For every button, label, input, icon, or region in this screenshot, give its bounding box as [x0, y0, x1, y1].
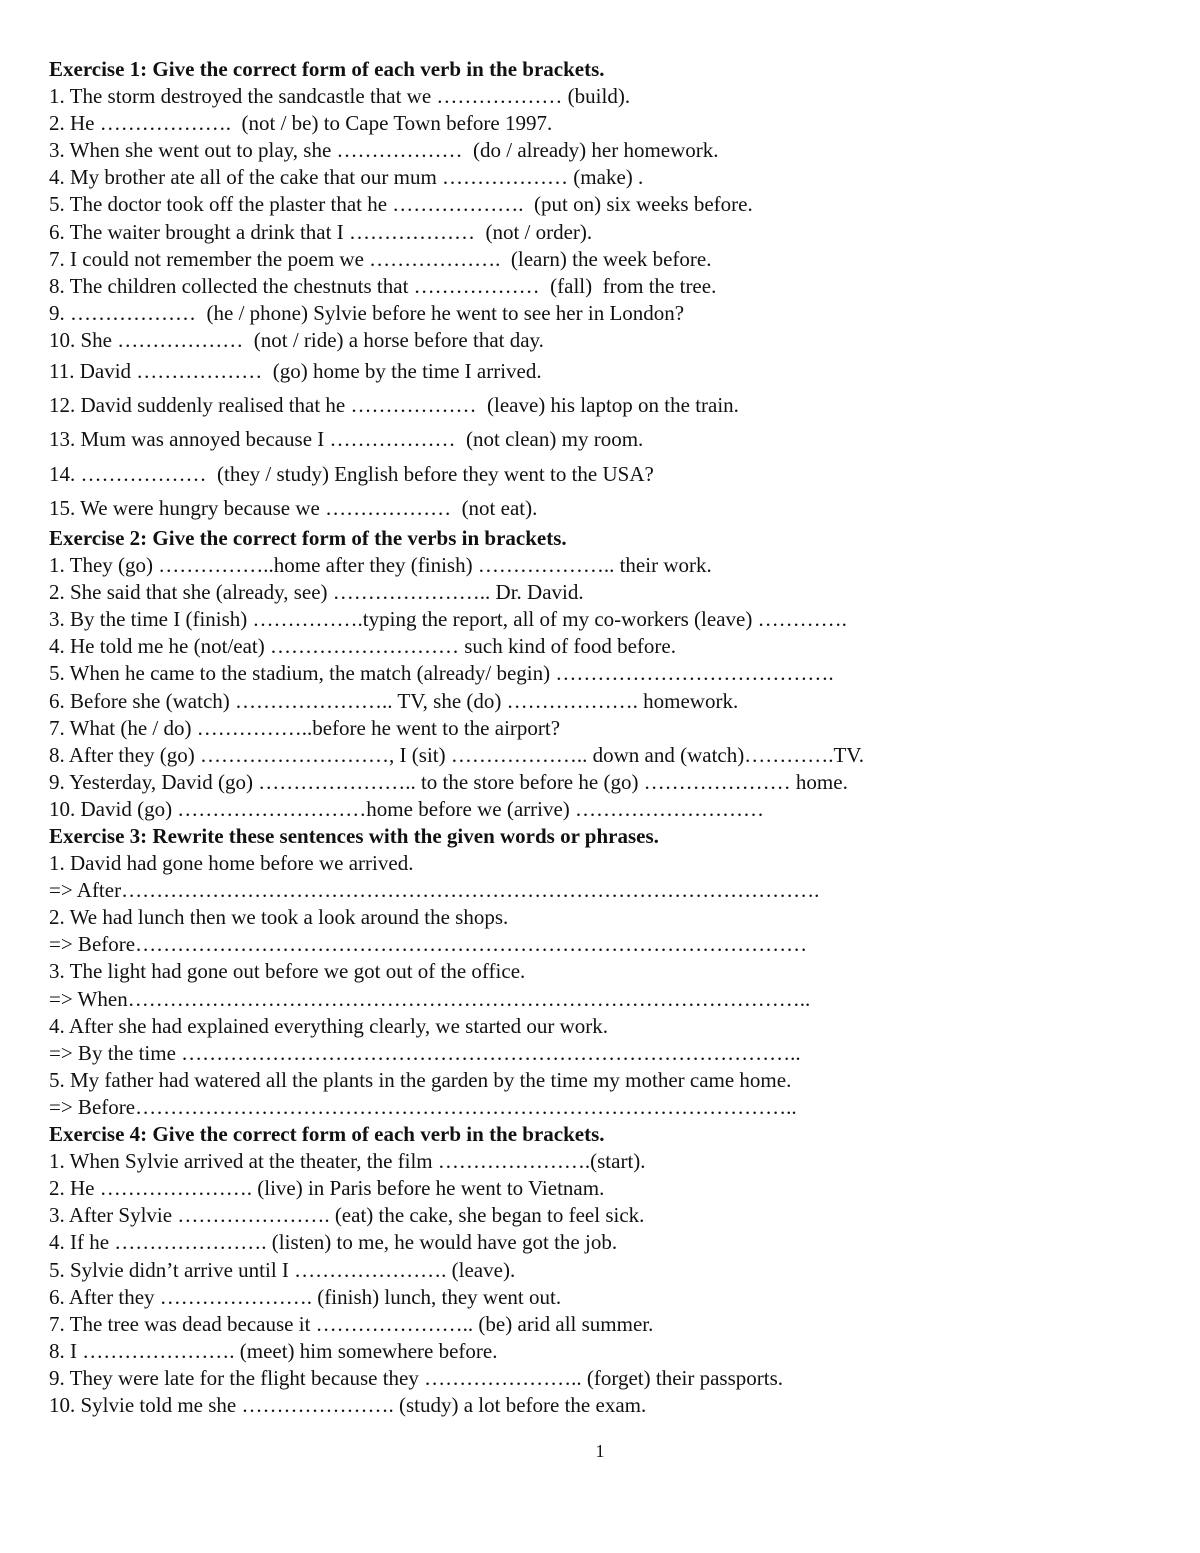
exercise-1-item: 5. The doctor took off the plaster that he ………………. (put on) six weeks before. [49, 192, 753, 217]
exercise-3-answer-line: => By the time …………………………………………………………………………….. [49, 1040, 801, 1065]
exercise-1-item: 11. David ……………… (go) home by the time I arrived. [49, 359, 542, 384]
exercise-3-item: 1. David had gone home before we arrived. [49, 851, 414, 876]
exercise-1-item: 14. ……………… (they / study) English before they went to the USA? [49, 461, 654, 486]
exercise-3-item: 4. After she had explained everything clearly, we started our work. [49, 1013, 609, 1038]
exercise-2 [49, 525, 1169, 823]
exercise-1-item: 13. Mum was annoyed because I ……………… (not clean) my room. [49, 427, 644, 452]
worksheet-page [49, 56, 1169, 1419]
exercise-3-heading: Exercise 3: Rewrite these sentences with the given words or phrases. [49, 824, 659, 848]
exercise-1-item: 10. She ……………… (not / ride) a horse before that day. [49, 327, 544, 352]
exercise-4-item: 1. When Sylvie arrived at the theater, the film ………………….(start). [49, 1149, 646, 1174]
exercise-4-item: 6. After they …………………. (finish) lunch, they went out. [49, 1284, 562, 1309]
exercise-4-heading: Exercise 4: Give the correct form of each verb in the brackets. [49, 1122, 605, 1147]
exercise-1-item: 6. The waiter brought a drink that I ……………… (not / order). [49, 219, 593, 244]
exercise-2-item: 7. What (he / do) ……………..before he went to the airport? [49, 715, 561, 740]
exercise-4-item: 5. Sylvie didn’t arrive until I …………………. (leave). [49, 1257, 516, 1282]
exercise-4-item: 3. After Sylvie …………………. (eat) the cake, she began to feel sick. [49, 1203, 645, 1228]
exercise-1-item: 2. He ………………. (not / be) to Cape Town before 1997. [49, 111, 553, 136]
exercise-1-item: 15. We were hungry because we ……………… (not eat). [49, 495, 538, 520]
exercise-2-item: 10. David (go) ………………………home before we (arrive) ……………………… [49, 796, 765, 821]
exercise-1-item: 7. I could not remember the poem we ………………. (learn) the week before. [49, 246, 712, 271]
exercise-4-item: 10. Sylvie told me she …………………. (study) a lot before the exam. [49, 1392, 647, 1417]
exercise-2-heading: Exercise 2: Give the correct form of the verbs in brackets. [49, 525, 567, 550]
exercise-1-item: 12. David suddenly realised that he ……………… (leave) his laptop on the train. [49, 393, 739, 418]
page-number: 1 [595, 1441, 605, 1461]
exercise-4-item: 7. The tree was dead because it ………………….. (be) arid all summer. [49, 1311, 654, 1336]
exercise-4 [49, 1121, 1169, 1419]
exercise-3-answer-line: => After………………………………………………………………………………………. [49, 878, 820, 903]
exercise-1-heading: Exercise 1: Give the correct form of each verb in the brackets. [49, 57, 605, 81]
exercise-3-item: 3. The light had gone out before we got out of the office. [49, 959, 526, 984]
exercise-3-item: 5. My father had watered all the plants in the garden by the time my mother came home. [49, 1067, 792, 1092]
exercise-4-item: 4. If he …………………. (listen) to me, he would have got the job. [49, 1230, 618, 1255]
exercise-2-item: 3. By the time I (finish) …………….typing the report, all of my co-workers (leave) …………. [49, 607, 847, 632]
exercise-3-item: 2. We had lunch then we took a look around the shops. [49, 905, 509, 930]
exercise-4-item: 8. I …………………. (meet) him somewhere before. [49, 1338, 498, 1363]
exercise-2-item: 1. They (go) ……………..home after they (finish) ……………….. their work. [49, 553, 712, 578]
exercise-1-item: 3. When she went out to play, she ……………… (do / already) her homework. [49, 138, 719, 163]
exercise-1 [49, 56, 1169, 525]
exercise-4-item: 9. They were late for the flight because they ………………….. (forget) their passports. [49, 1365, 784, 1390]
exercise-2-item: 8. After they (go) ………………………, I (sit) ……………….. down and (watch)………….TV. [49, 742, 865, 767]
exercise-3-answer-line: => Before………………………………………………………………………………….. [49, 1094, 797, 1119]
exercise-4-item: 2. He …………………. (live) in Paris before he went to Vietnam. [49, 1176, 605, 1201]
exercise-3-answer-line: => When…………………………………………………………………………………….. [49, 986, 811, 1011]
exercise-1-item: 9. ……………… (he / phone) Sylvie before he went to see her in London? [49, 300, 685, 325]
exercise-3 [49, 823, 1169, 1121]
exercise-3-answer-line: => Before…………………………………………………………………………………… [49, 932, 808, 957]
exercise-2-item: 2. She said that she (already, see) ………………….. Dr. David. [49, 580, 584, 605]
exercise-2-item: 6. Before she (watch) ………………….. TV, she (do) ………………. homework. [49, 688, 739, 713]
exercise-1-item: 8. The children collected the chestnuts that ……………… (fall) from the tree. [49, 273, 717, 298]
exercise-2-item: 5. When he came to the stadium, the match (already/ begin) …………………………………. [49, 661, 834, 686]
exercise-1-item: 1. The storm destroyed the sandcastle that we ……………… (build). [49, 84, 631, 109]
exercise-1-item: 4. My brother ate all of the cake that our mum ……………… (make) . [49, 165, 644, 190]
exercise-2-item: 4. He told me he (not/eat) ……………………… such kind of food before. [49, 634, 676, 659]
exercise-2-item: 9. Yesterday, David (go) ………………….. to the store before he (go) ………………… home. [49, 769, 848, 794]
